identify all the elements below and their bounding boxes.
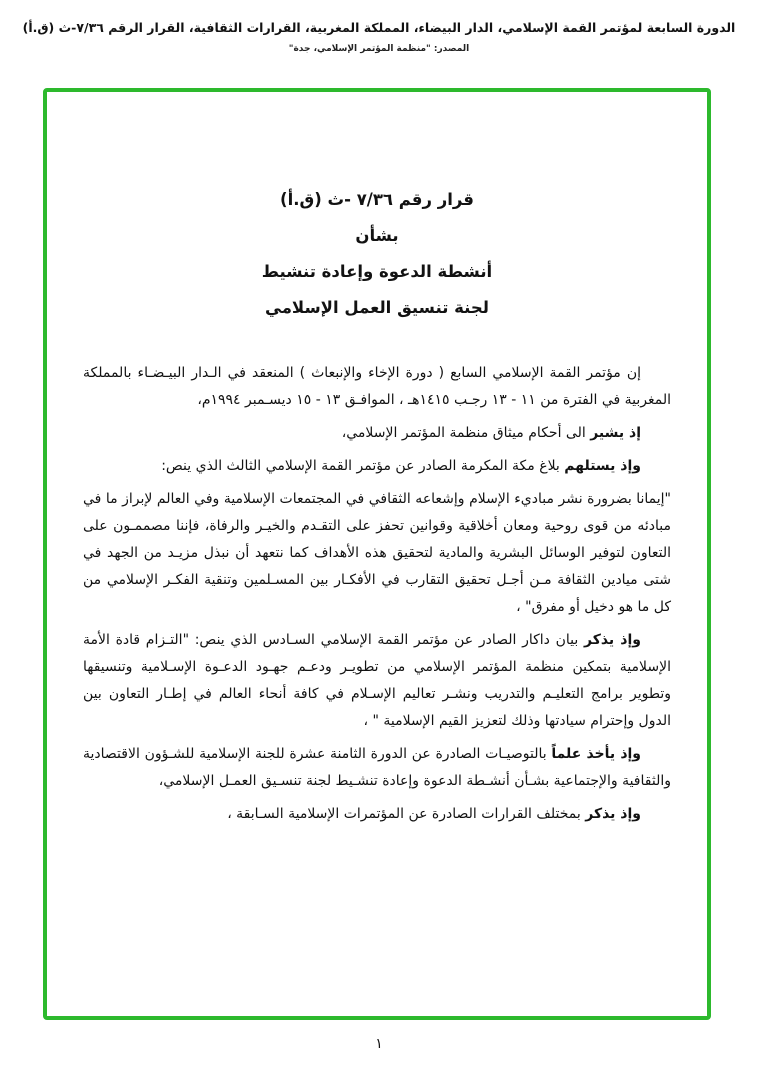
paragraph-lead: وإذ يستلهم	[564, 458, 641, 474]
title-line-regarding: بشأن	[355, 226, 399, 245]
paragraph: وإذ يأخذ علماً بالتوصيـات الصادرة عن الدورة الثامنة عشرة للجنة الإسلامية للشـؤون الاقتصادية والثقافية والإجتماعية بشـأن أنشـطة الدعوة وإعادة تنشـيط لجنة تنسـيق العمـل الإسلامي،	[83, 746, 671, 789]
paragraph: وإذ يذكر بيان داكار الصادر عن مؤتمر القمة الإسلامي السـادس الذي ينص: "التـزام قادة الأمة الإسلامية بتمكين منظمة المؤتمر الإسلامي من تطويـر ودعـم جهـود الدعـوة الإسـلامية وتنسيقها وتطوير برامج التعليـم والتدريب ونشـر تعاليم الإسـلام في كافة أنحاء العالم في إطـار التعاون بين الدول وإحترام سيادتها وذلك لتعزيز القيم الإسلامية " ،	[83, 632, 671, 729]
document-header	[0, 0, 758, 54]
paragraph-lead: وإذ يذكر	[585, 806, 641, 822]
paragraph: إن مؤتمر القمة الإسلامي السابع ( دورة الإخاء والإنبعاث ) المنعقد في الـدار البيـضـاء بالمملكة المغربية في الفترة من ١١ - ١٣ رجـب ١٤١٥هـ ، الموافـق ١٣ - ١٥ ديسـمبر ١٩٩٤م،	[83, 365, 671, 408]
paragraph-lead: وإذ يأخذ علماً	[551, 746, 642, 762]
title-line-subject-1: أنشطة الدعوة وإعادة تنشيط	[261, 262, 493, 281]
header-source: المصدر: "منظمة المؤتمر الإسلامي، جدة"	[288, 44, 470, 54]
paragraph: وإذ يذكر بمختلف القرارات الصادرة عن المؤتمرات الإسلامية السـابقة ،	[227, 806, 641, 822]
page-border-frame	[43, 88, 711, 1020]
paragraph: وإذ يستلهم بلاغ مكة المكرمة الصادر عن مؤتمر القمة الإسلامي الثالث الذي ينص:	[161, 458, 641, 474]
decision-title	[83, 182, 671, 326]
title-line-subject-2: لجنة تنسيق العمل الإسلامي	[265, 298, 489, 317]
title-line-number: قرار رقم ٧/٣٦ -ث (ق.أ)	[280, 190, 474, 209]
page-number: ١	[375, 1036, 383, 1052]
document-body	[83, 360, 671, 828]
header-citation: الدورة السابعة لمؤتمر القمة الإسلامي، الدار البيضاء، المملكة المغربية، القرارات الثقافية، القرار الرقم ٧/٣٦-ث (ق.أ)	[22, 20, 736, 35]
paragraph-lead: وإذ يذكر	[583, 632, 641, 648]
paragraph-lead: إذ يشير	[590, 425, 641, 441]
document-content	[47, 92, 707, 828]
paragraph: "إيمانا بضرورة نشر مباديء الإسلام وإشعاعه الثقافي في المجتمعات الإسلامية وفي العالم لإبراز ما في مبادئه من قوى روحية ومعان أخلاقية وقوانين تحفز على التقـدم والخيـر والرفاة، فإننا مصممـون على التعاون لتوفير الوسائل البشرية والمادية لتحقيق هذه الأهداف كما نتعهد أن نبذل مزيـد من الجهد في شتى ميادين الثقافة مـن أجـل تحقيق التقارب في الأفكـار بين المسـلمين وتنقية الفكـر الإسلامي من كل ما هو دخيل أو مفرق" ،	[83, 491, 671, 615]
paragraph: إذ يشير الى أحكام ميثاق منظمة المؤتمر الإسلامي،	[341, 425, 641, 441]
